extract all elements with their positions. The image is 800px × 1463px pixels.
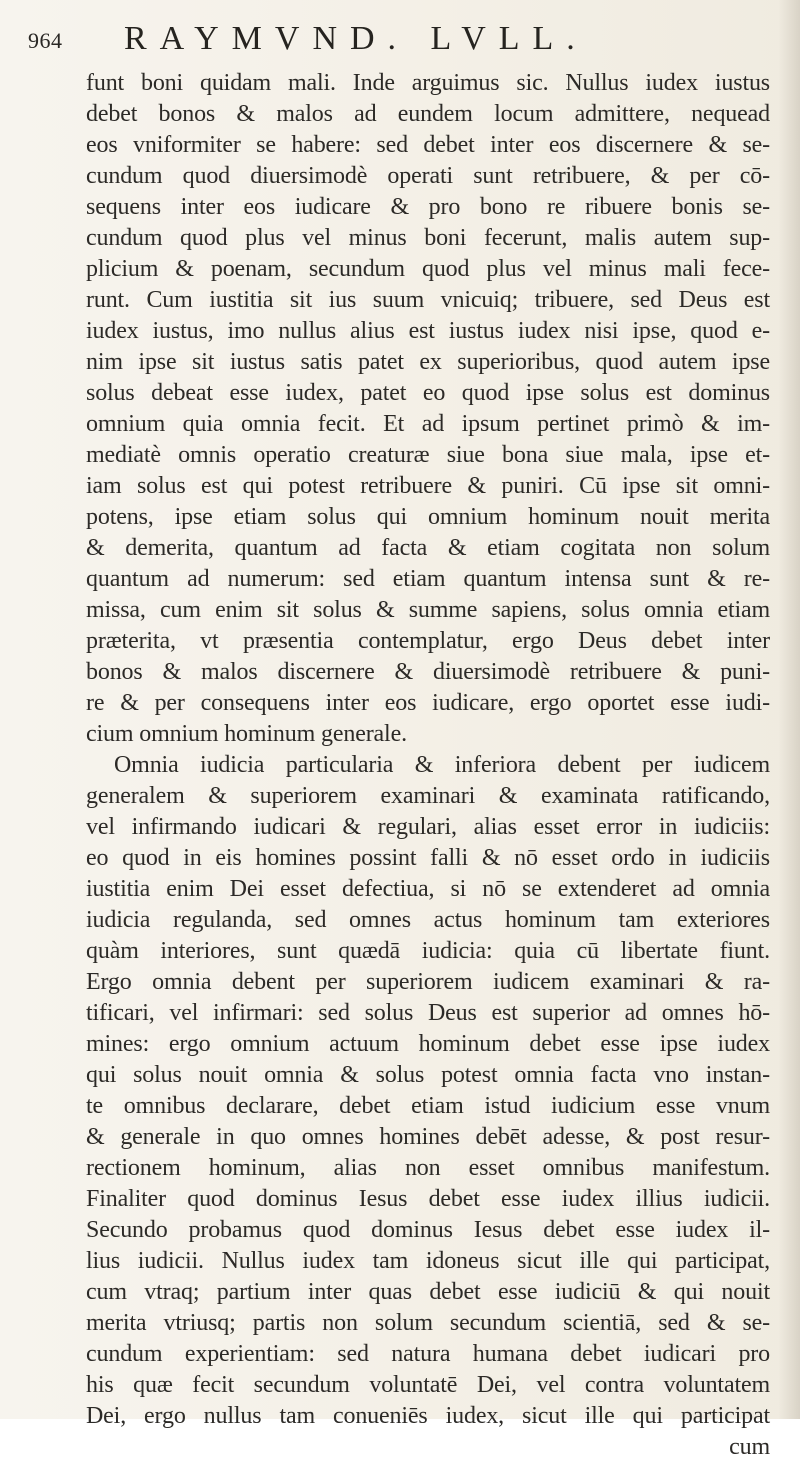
text-line: funt boni quidam mali. Inde arguimus sic. Nullus iudex iustus	[86, 70, 770, 96]
catchword: cum	[729, 1434, 770, 1460]
text-line: re & per consequens inter eos iudicare, ergo oportet esse iudi-	[86, 690, 770, 716]
text-line: iustitia enim Dei esset defectiua, si nō se extenderet ad omnia	[86, 876, 770, 902]
text-line: vel infirmando iudicari & regulari, alias esset error in iudiciis:	[86, 814, 770, 840]
text-line: Omnia iudicia particularia & inferiora debent per iudicem	[114, 752, 770, 778]
text-line: cium omnium hominum generale.	[86, 721, 407, 747]
text-line: qui solus nouit omnia & solus potest omnia facta vno instan-	[86, 1062, 770, 1088]
text-line: missa, cum enim sit solus & summe sapiens, solus omnia etiam	[86, 597, 770, 623]
text-line: generalem & superiorem examinari & examinata ratificando,	[86, 783, 770, 809]
text-line: Ergo omnia debent per superiorem iudicem examinari & ra-	[86, 969, 770, 995]
text-line: quantum ad numerum: sed etiam quantum intensa sunt & re-	[86, 566, 770, 592]
text-line: & demerita, quantum ad facta & etiam cogitata non solum	[86, 535, 770, 561]
text-line: Dei, ergo nullus tam conueniēs iudex, sicut ille qui participat	[86, 1403, 770, 1429]
text-line: mines: ergo omnium actuum hominum debet esse ipse iudex	[86, 1031, 770, 1057]
text-line: debet bonos & malos ad eundem locum admittere, nequead	[86, 101, 770, 127]
text-line: cum vtraq; partium inter quas debet esse iudiciū & qui nouit	[86, 1279, 770, 1305]
page-header	[28, 20, 773, 60]
page-edge-shadow	[778, 0, 800, 1419]
text-line: præterita, vt præsentia contemplatur, ergo Deus debet inter	[86, 628, 770, 654]
text-line: te omnibus declarare, debet etiam istud iudicium esse vnum	[86, 1093, 770, 1119]
text-line: runt. Cum iustitia sit ius suum vnicuiq; tribuere, sed Deus est	[86, 287, 770, 313]
text-line: iudicia regulanda, sed omnes actus hominum tam exteriores	[86, 907, 770, 933]
text-line: Finaliter quod dominus Iesus debet esse iudex illius iudicii.	[86, 1186, 770, 1212]
text-line: eo quod in eis homines possint falli & nō esset ordo in iudiciis	[86, 845, 770, 871]
text-line: merita vtriusq; partis non solum secundum scientiā, sed & se-	[86, 1310, 770, 1336]
page-number: 964	[28, 28, 63, 53]
text-line: solus debeat esse iudex, patet eo quod ipse solus est dominus	[86, 380, 770, 406]
text-line: cundum quod diuersimodè operati sunt retribuere, & per cō-	[86, 163, 770, 189]
text-line: tificari, vel infirmari: sed solus Deus est superior ad omnes hō-	[86, 1000, 770, 1026]
text-line: Secundo probamus quod dominus Iesus debet esse iudex il-	[86, 1217, 770, 1243]
text-line: sequens inter eos iudicare & pro bono re ribuere bonis se-	[86, 194, 770, 220]
text-line: plicium & poenam, secundum quod plus vel minus mali fece-	[86, 256, 770, 282]
text-line: cundum quod plus vel minus boni fecerunt, malis autem sup-	[86, 225, 770, 251]
text-line: cundum experientiam: sed natura humana debet iudicari pro	[86, 1341, 770, 1367]
text-line: bonos & malos discernere & diuersimodè retribuere & puni-	[86, 659, 770, 685]
text-line: nim ipse sit iustus satis patet ex superioribus, quod autem ipse	[86, 349, 770, 375]
running-head: RAYMVND. LVLL.	[124, 20, 588, 57]
text-line: his quæ fecit secundum voluntatē Dei, vel contra voluntatem	[86, 1372, 770, 1398]
text-line: omnium quia omnia fecit. Et ad ipsum pertinet primò & im-	[86, 411, 770, 437]
text-line: lius iudicii. Nullus iudex tam idoneus sicut ille qui participat,	[86, 1248, 770, 1274]
text-line: eos vniformiter se habere: sed debet inter eos discernere & se-	[86, 132, 770, 158]
text-line: rectionem hominum, alias non esset omnibus manifestum.	[86, 1155, 770, 1181]
text-line: iudex iustus, imo nullus alius est iustus iudex nisi ipse, quod e-	[86, 318, 770, 344]
text-line: quàm interiores, sunt quædā iudicia: quia cū libertate fiunt.	[86, 938, 770, 964]
text-line: potens, ipse etiam solus qui omnium hominum nouit merita	[86, 504, 770, 530]
text-line: iam solus est qui potest retribuere & puniri. Cū ipse sit omni-	[86, 473, 770, 499]
body-text	[86, 68, 770, 1463]
text-line: mediatè omnis operatio creaturæ siue bona siue mala, ipse et-	[86, 442, 770, 468]
text-line: & generale in quo omnes homines debēt adesse, & post resur-	[86, 1124, 770, 1150]
